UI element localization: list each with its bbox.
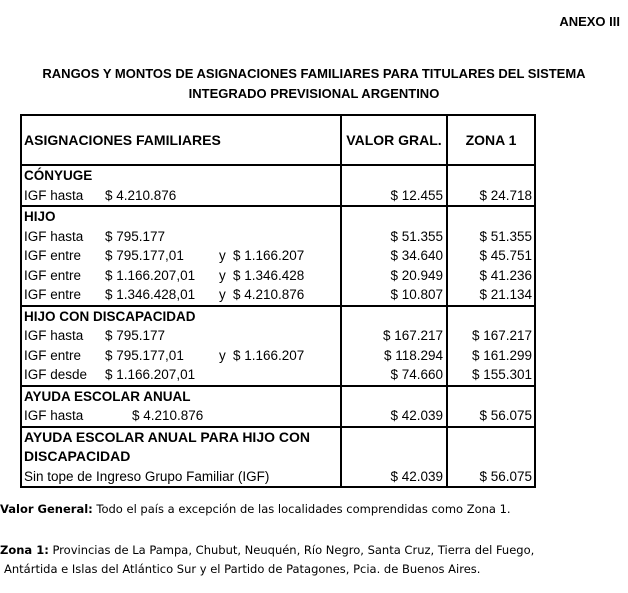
valor-gral-value: $ 10.807 <box>390 287 443 302</box>
table-row: IGF hasta $ 795.177 <box>24 228 166 244</box>
note-zona-1 <box>0 541 628 579</box>
table-row: IGF entre $ 795.177,01 y $ 1.166.207 <box>24 347 305 363</box>
section-conyuge <box>22 166 534 207</box>
zona-1-value: $ 56.075 <box>479 408 532 423</box>
valor-gral-value: $ 167.217 <box>382 328 443 343</box>
table-header <box>22 116 534 166</box>
section-hijo-discapacidad <box>22 307 534 387</box>
table-row: IGF hasta $ 795.177 <box>24 328 166 343</box>
note-label: Valor General: <box>0 502 93 516</box>
zona-1-value: $ 155.301 <box>471 367 532 382</box>
valor-gral-value: $ 74.660 <box>390 367 443 382</box>
section-ayuda-escolar-discapacidad <box>22 428 534 487</box>
note-valor-general <box>0 500 628 519</box>
section-title: HIJO CON DISCAPACIDAD <box>24 308 196 324</box>
header-zona-1: ZONA 1 <box>465 132 517 148</box>
zona-1-value: $ 167.217 <box>471 328 532 343</box>
section-title-line-1: AYUDA ESCOLAR ANUAL PARA HIJO CON <box>24 428 310 445</box>
zona-1-value: $ 56.075 <box>479 468 532 484</box>
zona-1-value: $ 161.299 <box>471 347 532 363</box>
section-title: AYUDA ESCOLAR ANUAL <box>24 388 191 404</box>
valor-gral-value: $ 118.294 <box>383 347 443 363</box>
header-asignaciones: ASIGNACIONES FAMILIARES <box>22 116 342 164</box>
page-title <box>0 64 628 104</box>
table-row: IGF hasta $ 4.210.876 <box>24 408 204 423</box>
zona-1-value: $ 51.355 <box>479 228 532 244</box>
allowances-table <box>20 114 536 488</box>
valor-gral-value: $ 51.355 <box>390 228 443 244</box>
header-valor-gral: VALOR GRAL. <box>342 116 448 164</box>
zona-1-value: $ 24.718 <box>479 187 532 203</box>
title-line-1: RANGOS Y MONTOS DE ASIGNACIONES FAMILIARES PARA TITULARES DEL SISTEMA <box>42 66 586 81</box>
note-label: Zona 1: <box>0 543 49 557</box>
table-row: IGF entre $ 1.346.428,01 y $ 4.210.876 <box>24 287 305 302</box>
title-line-2: INTEGRADO PREVISIONAL ARGENTINO <box>188 86 440 101</box>
table-row: IGF entre $ 1.166.207,01 y $ 1.346.428 <box>24 267 305 283</box>
table-row: IGF hasta $ 4.210.876 <box>24 187 177 203</box>
section-title-line-2: DISCAPACIDAD <box>24 448 131 464</box>
valor-gral-value: $ 34.640 <box>390 248 443 263</box>
note-text-line-2: Antártida e Islas del Atlántico Sur y el Partido de Patagones, Pcia. de Buenos Aires. <box>4 562 481 576</box>
table-row: IGF desde $ 1.166.207,01 <box>24 367 196 382</box>
annex-label: ANEXO III <box>559 14 620 29</box>
valor-gral-value: $ 20.949 <box>390 267 443 283</box>
section-ayuda-escolar <box>22 387 534 428</box>
zona-1-value: $ 41.236 <box>479 267 532 283</box>
valor-gral-value: $ 42.039 <box>390 468 443 484</box>
section-title: CÓNYUGE <box>24 168 93 183</box>
table-row: IGF entre $ 795.177,01 y $ 1.166.207 <box>24 248 305 263</box>
valor-gral-value: $ 42.039 <box>390 408 443 423</box>
valor-gral-value: $ 12.455 <box>390 187 443 203</box>
note-text: Provincias de La Pampa, Chubut, Neuquén, Río Negro, Santa Cruz, Tierra del Fuego, <box>48 543 535 557</box>
note-text: Todo el país a excepción de las localidades comprendidas como Zona 1. <box>92 502 511 516</box>
zona-1-value: $ 45.751 <box>479 248 532 263</box>
table-row: Sin tope de Ingreso Grupo Familiar (IGF) <box>24 468 270 484</box>
section-title: HIJO <box>24 209 56 224</box>
section-hijo <box>22 207 534 307</box>
zona-1-value: $ 21.134 <box>479 287 532 302</box>
